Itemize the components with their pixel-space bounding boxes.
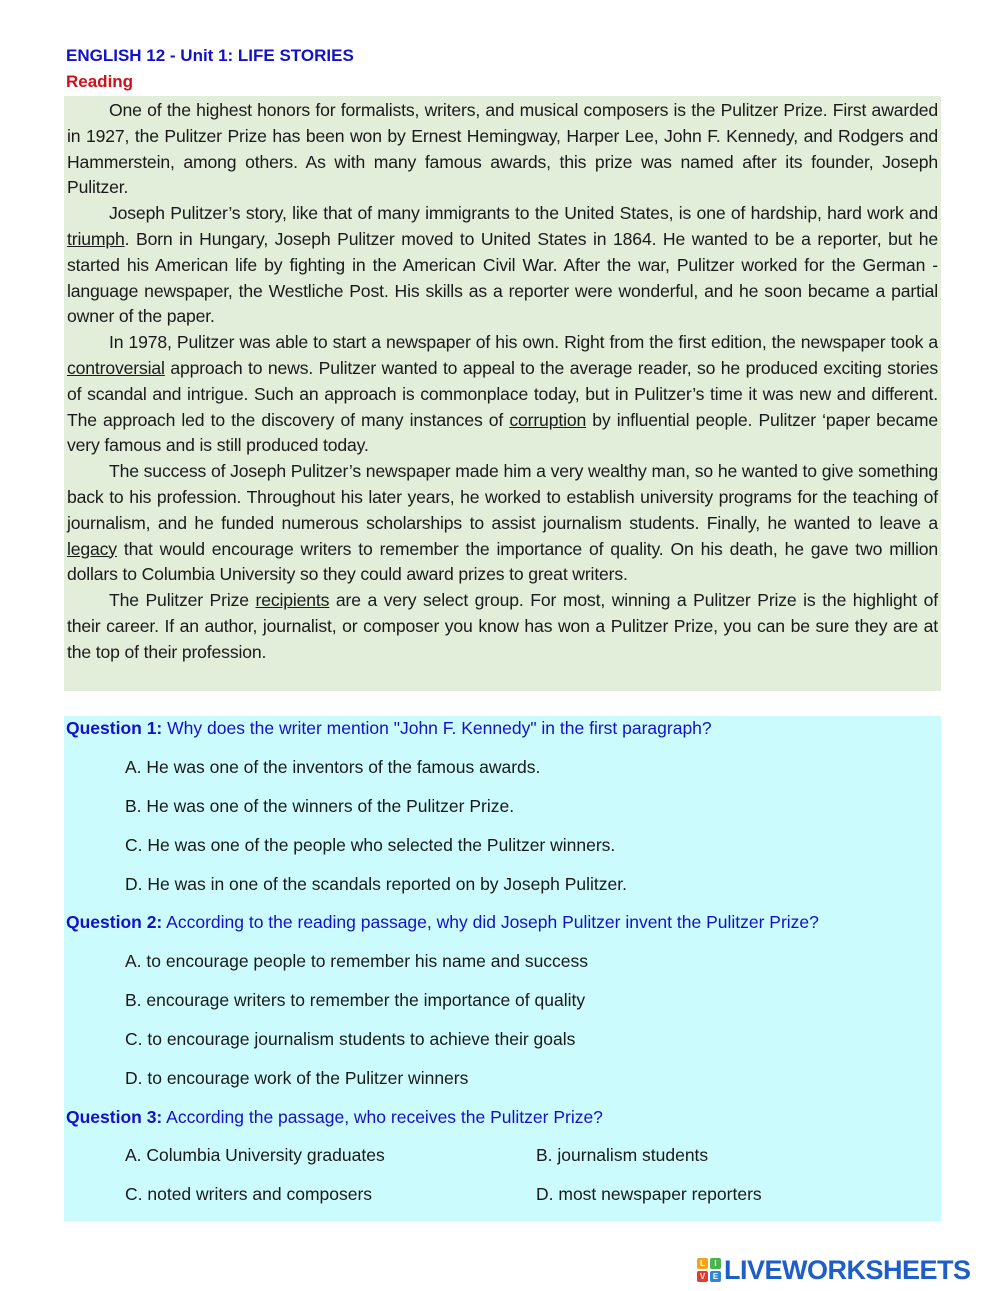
vocab-word-legacy: legacy — [67, 538, 117, 559]
answer-option[interactable]: C. to encourage journalism students to achieve their goals — [125, 1029, 576, 1049]
answer-option[interactable]: B. journalism students — [536, 1145, 709, 1165]
text-run: Joseph Pulitzer’s story, like that of many immigrants to the United States, is one of hardship, hard work and — [109, 203, 938, 224]
text-run: The success of Joseph Pulitzer’s newspaper made him a very wealthy man, so he wanted to give something back to his profession. Throughout his later years, he worked to establish university programs for the teaching of journalism, and he funded numerous scholarships to assist journalism students. Finally, he wanted to leave a — [67, 461, 938, 533]
paragraph-5 — [67, 588, 938, 665]
text-run: by influential people. Pulitzer ‘paper became very famous and is still produced today. — [67, 409, 938, 456]
text-run: . Born in Hungary, Joseph Pulitzer moved to United States in 1864. He wanted to be a reporter, but he started his American life by fighting in the American Civil War. After the war, Pulitzer worked for the German - language newspaper, the Westliche Post. His skills as a reporter were wonderful, and he soon became a partial owner of the paper. — [67, 228, 938, 327]
logo-letter: I — [710, 1258, 721, 1269]
answer-option[interactable]: A. Columbia University graduates — [125, 1145, 385, 1165]
paragraph-4 — [67, 459, 938, 588]
logo-icon — [697, 1258, 721, 1282]
question-label: Question 2: — [66, 912, 163, 932]
text-run: that would encourage writers to remember the importance of quality. On his death, he gave two million dollars to Columbia University so they could award prizes to great writers. — [67, 538, 938, 585]
liveworksheets-logo — [697, 1255, 971, 1285]
question-3 — [66, 1107, 603, 1128]
question-panel — [64, 716, 941, 1221]
paragraph-2 — [67, 201, 938, 330]
logo-letter: L — [697, 1258, 708, 1269]
question-text: According to the reading passage, why did Joseph Pulitzer invent the Pulitzer Prize? — [162, 912, 819, 932]
section-heading: Reading — [66, 72, 134, 91]
answer-option[interactable]: D. to encourage work of the Pulitzer winners — [125, 1068, 469, 1088]
worksheet-title: ENGLISH 12 - Unit 1: LIFE STORIES — [66, 46, 354, 65]
answer-option[interactable]: C. noted writers and composers — [125, 1184, 373, 1204]
text-run: The Pulitzer Prize — [109, 590, 256, 611]
answer-option[interactable]: D. He was in one of the scandals reported on by Joseph Pulitzer. — [125, 874, 627, 894]
reading-passage — [64, 96, 941, 691]
answer-option[interactable]: D. most newspaper reporters — [536, 1184, 762, 1204]
paragraph-1: One of the highest honors for formalists, writers, and musical composers is the Pulitzer Prize. First awarded in 1927, the Pulitzer Prize has been won by Ernest Hemingway, Harper Lee, John F. Kennedy, and Rodgers and Hammerstein, among others. As with many famous awards, this prize was named after its founder, Joseph Pulitzer. — [67, 100, 938, 198]
answer-option[interactable]: C. He was one of the people who selected the Pulitzer winners. — [125, 835, 616, 855]
question-label: Question 1: — [66, 718, 163, 738]
answer-option[interactable]: A. He was one of the inventors of the famous awards. — [125, 757, 541, 777]
answer-option[interactable]: B. He was one of the winners of the Pulitzer Prize. — [125, 796, 515, 816]
answer-option[interactable]: B. encourage writers to remember the importance of quality — [125, 990, 586, 1010]
question-label: Question 3: — [66, 1107, 163, 1127]
logo-letter: V — [697, 1271, 708, 1282]
question-2 — [66, 912, 819, 933]
vocab-word-recipients: recipients — [255, 590, 330, 611]
question-text: According the passage, who receives the Pulitzer Prize? — [162, 1107, 603, 1127]
question-text: Why does the writer mention "John F. Kennedy" in the first paragraph? — [162, 718, 712, 738]
paragraph-3 — [67, 330, 938, 459]
answer-option[interactable]: A. to encourage people to remember his name and success — [125, 951, 589, 971]
vocab-word-corruption: corruption — [509, 409, 587, 430]
text-run: In 1978, Pulitzer was able to start a newspaper of his own. Right from the first edition, the newspaper took a — [109, 332, 938, 353]
vocab-word-triumph: triumph — [67, 228, 125, 249]
logo-letter: E — [710, 1271, 721, 1282]
text-run: are a very select group. For most, winning a Pulitzer Prize is the highlight of their career. If an author, journalist, or composer you know has won a Pulitzer Prize, you can be sure they are at the top of their profession. — [67, 590, 938, 662]
vocab-word-controversial: controversial — [67, 357, 165, 378]
text-run: approach to news. Pulitzer wanted to appeal to the average reader, so he produced exciting stories of scandal and intrigue. Such an approach is commonplace today, but in Pulitzer’s time it was new and different. The approach led to the discovery of many instances of — [67, 357, 938, 430]
question-1 — [66, 718, 712, 739]
logo-text: LIVEWORKSHEETS — [724, 1254, 971, 1285]
